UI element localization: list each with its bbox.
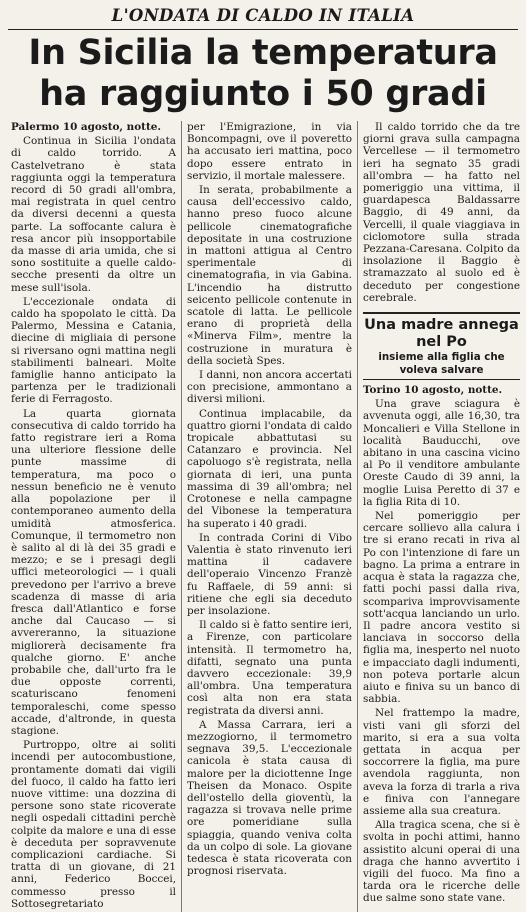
column-2: [182, 121, 358, 912]
article-paragraph: Una grave sciagura è avvenuta oggi, alle 16,30, tra Moncalieri e Villa Stellone in località Bauducchi, ove abitano in una cascina vicino al Po il venditore ambulante Oreste Caudo di 39 anni, la moglie Luisa Peretto di 37 e la figlia Rita di 10.: [363, 398, 520, 508]
subheadline-deck: insieme alla figlia che voleva salvare: [378, 351, 505, 377]
article-paragraph: I danni, non ancora accertati con precisione, ammontano a diversi milioni.: [187, 369, 352, 406]
dateline: Torino 10 agosto, notte.: [363, 384, 503, 397]
article-paragraph: per l'Emigrazione, in via Boncompagni, ove il poveretto ha accusato ieri mattina, poco dopo essere entrato in servizio, il mortale malessere.: [187, 121, 352, 182]
article-paragraph: Il caldo torrido che da tre giorni grava sulla campagna Vercellese — il termometro ieri ha segnato 35 gradi all'ombra — ha fatto nel pomeriggio una vittima, il guardapesca Baldassarre Baggio, di 49 anni, da Vercelli, il quale viaggiava in ciclomotore sulla strada Pezzana-Caresana. Colpito da insolazione il Baggio è stramazzato al suolo ed è deceduto per congestione cerebrale.: [363, 121, 520, 304]
column-1: [6, 121, 182, 912]
article-paragraph: In contrada Corini di Vibo Valentia è stato rinvenuto ieri mattina il cadavere dell'operaio Vincenzo Franzè fu Raffaele, di 59 anni: si ritiene che egli sia deceduto per insolazione.: [187, 531, 352, 617]
article-paragraph: Continua implacabile, da quattro giorni l'ondata di caldo tropicale abbattutasi su Catanzaro e provincia. Nel capoluogo s'è registrata, nella giornata di ieri, una punta massima di 39 all'ombra; nel Crotonese e nella campagne del Vibonese la temperatura ha superato i 40 gradi.: [187, 407, 352, 530]
article-paragraph: La quarta giornata consecutiva di caldo torrido ha fatto registrare ieri a Roma una ulteriore flessione delle punte massime di temperatura, ma poco o nessun beneficio ne è venuto alla popolazione per il contemporaneo aumento della umidità atmosferica. Comunque, il termometro non è salito al di là dei 35 gradi e mezzo; e se i presagi degli uffici meteorologici — i quali prevedono per l'arrivo a breve scadenza di masse di aria fresca dall'Atlantico e forse anche dal Caucaso — si avvereranno, la situazione migliorerà decisamente fra qualche giorno. E' anche probabile che, dall'urto fra le due opposte correnti, scaturiscano fenomeni temporaleschi, come spesso accade, d'altronde, in questa stagione.: [11, 407, 176, 737]
subheadline: Una madre annega nel Po: [364, 317, 519, 351]
column-3: [358, 121, 520, 912]
main-headline: [6, 33, 520, 115]
article-paragraph: L'eccezionale ondata di caldo ha spopolato le città. Da Palermo, Messina e Catania, diecine di migliaia di persone si riversano ogni mattina negli stabilimenti balneari. Molte famiglie hanno anticipato la partenza per le tradizionali ferie di Ferragosto.: [11, 295, 176, 406]
article-paragraph: Nel frattempo la madre, visti vani gli sforzi del marito, si era a sua volta gettata in acqua per soccorrere la figlia, ma pure avendola raggiunta, non aveva la forza di trarla a riva e finiva con l'annegare assieme alla sua creatura.: [363, 707, 520, 817]
article-columns: [6, 121, 520, 912]
top-rule: [8, 29, 518, 30]
dateline: Palermo 10 agosto, notte.: [11, 121, 161, 133]
article-paragraph: A Massa Carrara, ieri a mezzogiorno, il termometro segnava 39,5. L'eccezionale canicola è stata causa di malore per la diciottenne Inge Theisen da Monaco. Ospite dell'ostello della gioventù, la ragazza si trovava nelle prime ore pomeridiane sulla spiaggia, quando veniva colta da un colpo di sole. La giovane tedesca è stata ricoverata con prognosi riservata.: [187, 718, 352, 878]
subheadline-box: [363, 312, 520, 380]
section-kicker: L'ONDATA DI CALDO IN ITALIA: [111, 6, 415, 25]
article-paragraph: Il caldo si è fatto sentire ieri, a Firenze, con particolare intensità. Il termometro ha, difatti, segnato una punta davvero eccezionale: 39,9 all'ombra. Una temperatura così alta non era stata registrata da diversi anni.: [187, 619, 352, 717]
article-paragraph: Purtroppo, oltre ai soliti incendi per autocombustione, prontamente domati dai vigili del fuoco, il caldo ha fatto ieri nuove vittime: una dozzina di persone sono state ricoverate negli ospedali cittadini perchè colpite da malore e una di esse è deceduta per sopravvenute complicazioni cardiache. Si tratta di un giovane, di 21 anni, Federico Boccei, commesso presso il Sottosegretariato: [11, 739, 176, 910]
article-paragraph: [11, 121, 176, 133]
article-paragraph: Alla tragica scena, che si è svolta in pochi attimi, hanno assistito alcuni operai di una draga che hanno avvertito i vigili del fuoco. Ma fino a tarda ora le ricerche delle due salme sono state vane.: [363, 819, 520, 905]
article-paragraph: [363, 384, 520, 396]
article-paragraph: Nel pomeriggio per cercare sollievo alla calura i tre si erano recati in riva al Po con l'intenzione di fare un bagno. La prima a entrare in acqua è stata la ragazza che, fatti pochi passi dalla riva, scompariva improvvisamente sott'acqua lanciando un urlo. Il padre ancora vestito si lanciava in soccorso della figlia ma, inesperto nel nuoto e impacciato dagli indumenti, non poteva portarle alcun aiuto e finiva su un banco di sabbia.: [363, 510, 520, 706]
article-paragraph: In serata, probabilmente a causa dell'eccessivo caldo, hanno preso fuoco alcune pellicole cinematografiche depositate in una costruzione in mattoni attigua al Centro sperimentale di cinematografia, in via Gabina. L'incendio ha distrutto seicento pellicole contenute in scatole di latta. Le pellicole erano di proprietà della «Minerva Film», mentre la costruzione in muratura è della società Spes.: [187, 184, 352, 367]
headline-line-1: In Sicilia la temperatura: [28, 33, 498, 73]
article-paragraph: Continua in Sicilia l'ondata di caldo torrido. A Castelvetrano è stata raggiunta oggi la temperatura record di 50 gradi all'ombra, mai registrata in quel centro da diversi decenni a questa parte. La soffocante calura è resa ancor più insopportabile da masse di aria umida, che si sono sostituite a quelle caldo-secche presenti da oltre un mese sull'isola.: [11, 135, 176, 294]
headline-line-2: ha raggiunto i 50 gradi: [39, 74, 487, 114]
